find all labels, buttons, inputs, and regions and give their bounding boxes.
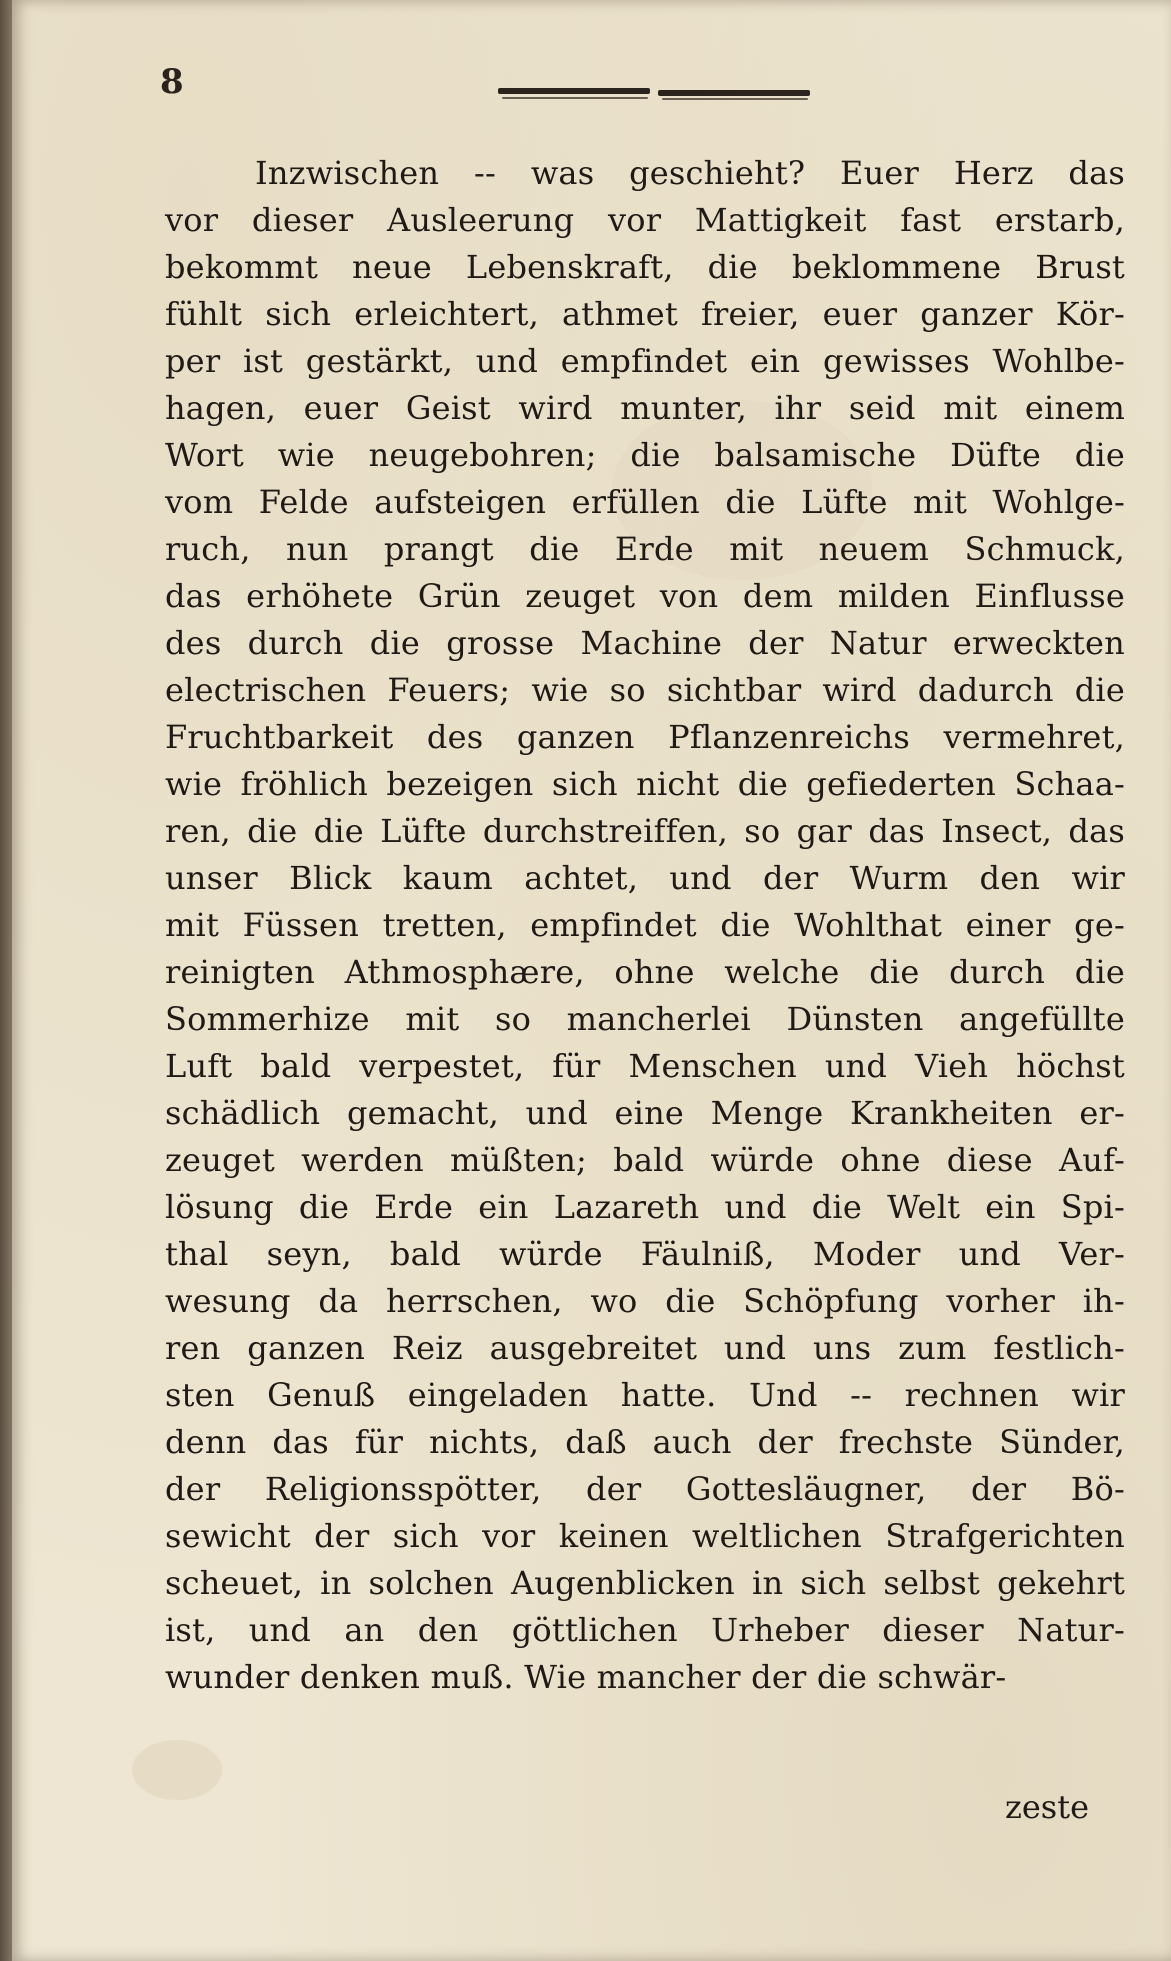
text-line: Luft bald verpestet, für Menschen und Vieh höchst bbox=[165, 1047, 1125, 1085]
text-line: ren, die die Lüfte durchstreiffen, so gar das Insect, das bbox=[165, 812, 1125, 850]
text-line: wie fröhlich bezeigen sich nicht die gefiederten Schaa- bbox=[165, 765, 1125, 803]
text-line: electrischen Feuers; wie so sichtbar wird dadurch die bbox=[165, 671, 1125, 709]
page-number: 8 bbox=[160, 62, 184, 102]
text-line: Wort wie neugebohren; die balsamische Düfte die bbox=[165, 436, 1125, 474]
text-line: lösung die Erde ein Lazareth und die Welt ein Spi- bbox=[165, 1188, 1125, 1226]
text-line: hagen, euer Geist wird munter, ihr seid mit einem bbox=[165, 389, 1125, 427]
text-line: das erhöhete Grün zeuget von dem milden Einflusse bbox=[165, 577, 1125, 615]
text-line: sten Genuß eingeladen hatte. Und -- rechnen wir bbox=[165, 1376, 1125, 1414]
text-line: wunder denken muß. Wie mancher der die schwär- bbox=[165, 1658, 1007, 1696]
body-text bbox=[165, 150, 1125, 1701]
text-line: denn das für nichts, daß auch der frechste Sünder, bbox=[165, 1423, 1125, 1461]
text-line: unser Blick kaum achtet, und der Wurm den wir bbox=[165, 859, 1125, 897]
rule-bar-left bbox=[498, 88, 650, 94]
text-line: zeuget werden müßten; bald würde ohne diese Auf- bbox=[165, 1141, 1125, 1179]
text-line: Inzwischen -- was geschieht? Euer Herz das bbox=[255, 154, 1125, 192]
text-line: vor dieser Ausleerung vor Mattigkeit fast erstarb, bbox=[165, 201, 1125, 239]
rule-bar-right bbox=[658, 90, 810, 96]
text-line: ruch, nun prangt die Erde mit neuem Schmuck, bbox=[165, 530, 1125, 568]
text-line: sewicht der sich vor keinen weltlichen Strafgerichten bbox=[165, 1517, 1125, 1555]
text-line: fühlt sich erleichtert, athmet freier, euer ganzer Kör- bbox=[165, 295, 1125, 333]
text-line: ren ganzen Reiz ausgebreitet und uns zum festlich- bbox=[165, 1329, 1125, 1367]
text-line: Sommerhize mit so mancherlei Dünsten angefüllte bbox=[165, 1000, 1125, 1038]
rule-underline-right bbox=[662, 98, 808, 100]
header-rule-ornament bbox=[498, 86, 810, 100]
text-line: schädlich gemacht, und eine Menge Krankheiten er- bbox=[165, 1094, 1125, 1132]
text-line: ist, und an den göttlichen Urheber dieser Natur- bbox=[165, 1611, 1125, 1649]
text-line: bekommt neue Lebenskraft, die beklommene Brust bbox=[165, 248, 1125, 286]
text-line: thal seyn, bald würde Fäulniß, Moder und Ver- bbox=[165, 1235, 1125, 1273]
text-line: des durch die grosse Machine der Natur erweckten bbox=[165, 624, 1125, 662]
rule-underline-left bbox=[502, 97, 648, 99]
text-line: mit Füssen tretten, empfindet die Wohlthat einer ge- bbox=[165, 906, 1125, 944]
text-line: wesung da herrschen, wo die Schöpfung vorher ih- bbox=[165, 1282, 1125, 1320]
text-line: der Religionsspötter, der Gottesläugner, der Bö- bbox=[165, 1470, 1125, 1508]
text-line: Fruchtbarkeit des ganzen Pflanzenreichs vermehret, bbox=[165, 718, 1125, 756]
text-line: scheuet, in solchen Augenblicken in sich selbst gekehrt bbox=[165, 1564, 1125, 1602]
text-line: reinigten Athmosphære, ohne welche die durch die bbox=[165, 953, 1125, 991]
text-line: per ist gestärkt, und empfindet ein gewisses Wohlbe- bbox=[165, 342, 1125, 380]
text-line: vom Felde aufsteigen erfüllen die Lüfte mit Wohlge- bbox=[165, 483, 1125, 521]
catchword: zeste bbox=[1005, 1788, 1090, 1826]
paper-stain bbox=[132, 1740, 222, 1800]
